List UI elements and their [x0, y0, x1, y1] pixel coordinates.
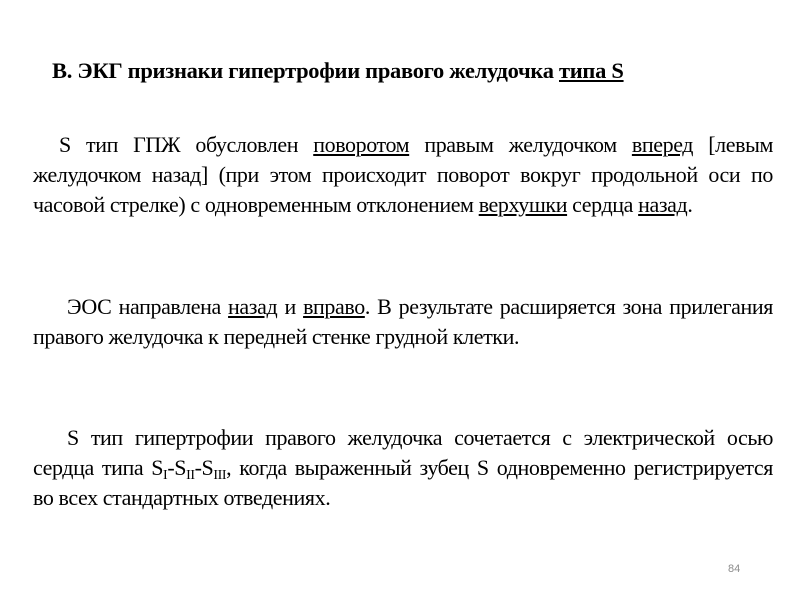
paragraph-s-type-axis [33, 423, 773, 513]
paragraph-rotation [33, 130, 773, 220]
underlined-text: верхушки [478, 192, 568, 217]
underlined-text: вправо [303, 294, 365, 319]
paragraph-eos [33, 292, 773, 352]
page-number: 84 [728, 563, 741, 575]
title-text: В. ЭКГ признаки гипертрофии правого желудочка [52, 58, 559, 83]
slide-title [52, 58, 772, 84]
text: S тип гипертрофии правого желудочка сочетается с электрической осью сердца типа S [33, 425, 773, 480]
text: [левым желудочком назад] (при этом происходит поворот вокруг продольной оси по часовой стрелке) с одновременным отклонением [33, 132, 773, 217]
subscript: III [213, 468, 227, 483]
title-underlined-text: типа S [559, 58, 624, 83]
underlined-text: вперед [631, 132, 694, 157]
text: сердца [567, 192, 639, 217]
underlined-text: поворотом [313, 132, 410, 157]
underlined-text: назад [638, 192, 688, 217]
underlined-text: назад [228, 294, 278, 319]
text: -S [167, 455, 187, 480]
text: S тип ГПЖ обусловлен [59, 132, 314, 157]
subscript: I [163, 468, 168, 483]
text: , когда выраженный зубец S одновременно регистрируется во всех стандартных отведениях. [33, 455, 774, 510]
text: -S [194, 455, 214, 480]
text: . В результате расширяется зона прилегания правого желудочка к передней стенке грудной клетки. [33, 294, 773, 349]
text: правым желудочком [409, 132, 632, 157]
text: ЭОС направлена [67, 294, 229, 319]
text: . [687, 192, 693, 217]
subscript: II [186, 468, 195, 483]
text: и [277, 294, 304, 319]
